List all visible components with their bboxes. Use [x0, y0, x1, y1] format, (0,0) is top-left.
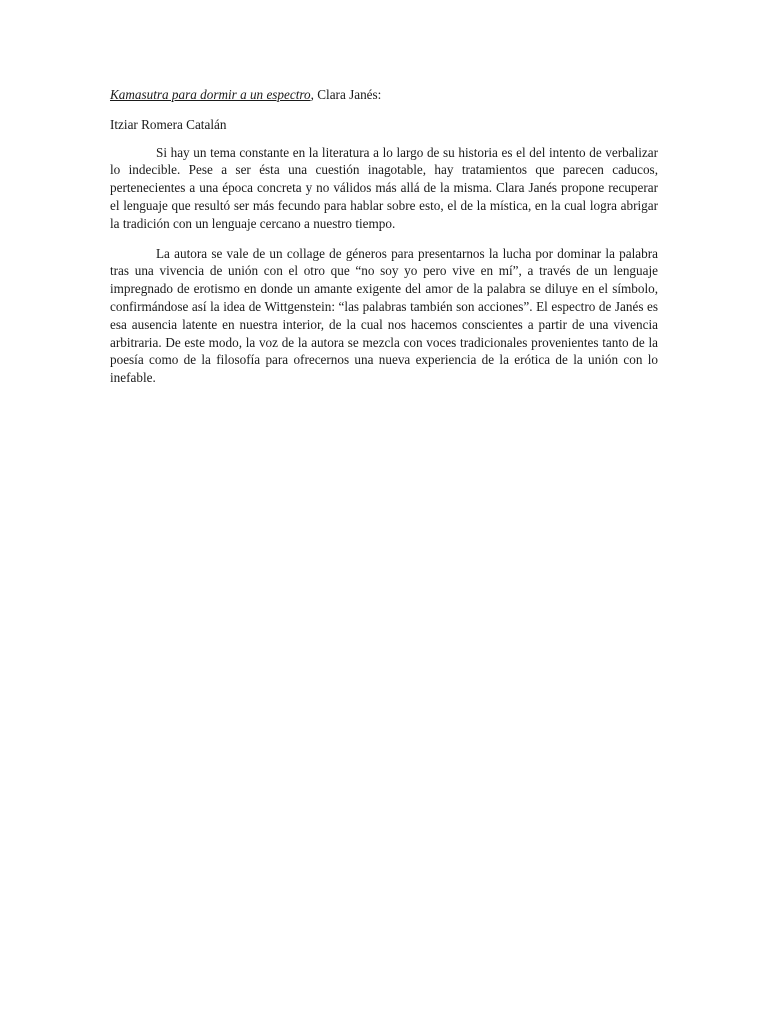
- document-page: [110, 86, 658, 399]
- essay-author: Itziar Romera Catalán: [110, 116, 227, 132]
- book-author: Clara Janés: [317, 87, 378, 102]
- book-title: Kamasutra para dormir a un espectro: [110, 87, 311, 102]
- title-trailing-colon: :: [377, 87, 382, 102]
- paragraph-1: Si hay un tema constante en la literatura a lo largo de su historia es el del intento de verbalizar lo indecible. Pese a ser ésta una cuestión inagotable, hay tratamientos que parecen caducos, pertenecientes a una época concreta y no válidos más allá de la misma. Clara Janés propone recuperar el lenguaje que resultó ser más fecundo para hablar sobre esto, el de la mística, en la cual logra abrigar la tradición con un lenguaje cercano a nuestro tiempo.: [110, 144, 658, 231]
- paragraph-2: La autora se vale de un collage de géneros para presentarnos la lucha por dominar la palabra tras una vivencia de unión con el otro que “no soy yo pero vive en mí”, a través de un lenguaje impregnado de erotismo en donde un amante exigente del amor de la palabra se diluye en el símbolo, confirmándose así la idea de Wittgenstein: “las palabras también son acciones”. El espectro de Janés es esa ausencia latente en nuestra interior, de la cual nos hacemos conscientes a partir de una vivencia arbitraria. De este modo, la voz de la autora se mezcla con voces tradicionales provenientes tanto de la poesía como de la filosofía para ofrecernos una nueva experiencia de la erótica de la unión con lo inefable.: [110, 245, 658, 386]
- document-title: [110, 86, 658, 104]
- title-separator: ,: [310, 87, 318, 102]
